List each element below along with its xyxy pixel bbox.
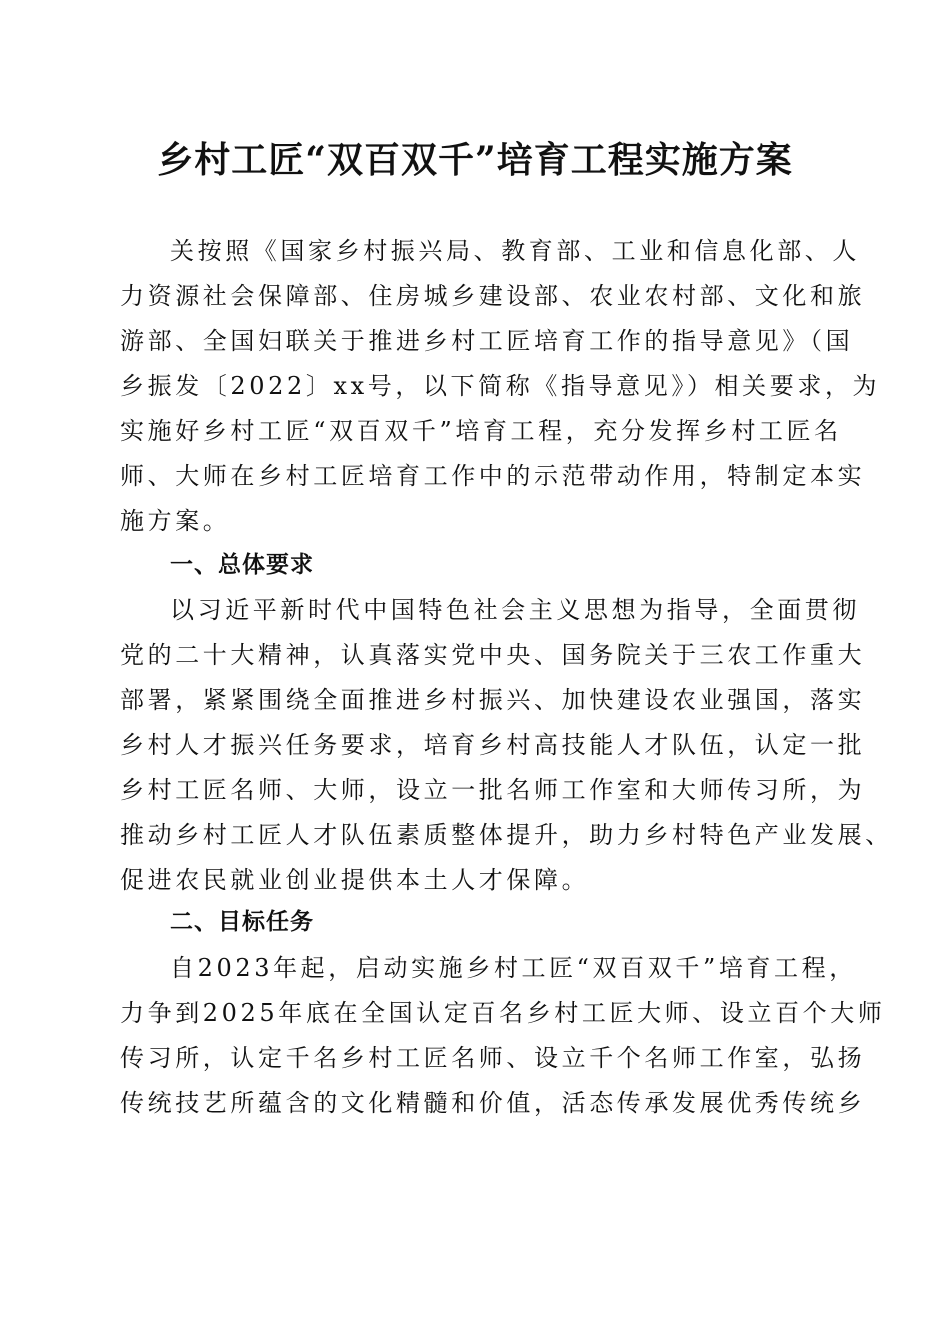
section1-line-2: 党的二十大精神，认真落实党中央、国务院关于三农工作重大: [120, 641, 866, 669]
intro-line-5: 实施好乡村工匠“双百双千”培育工程，充分发挥乡村工匠名: [120, 417, 842, 445]
intro-line-4: 乡振发〔2022〕xx号，以下简称《指导意见》）相关要求，为: [120, 372, 881, 400]
intro-line-7: 施方案。: [120, 507, 231, 535]
intro-line-6: 师、大师在乡村工匠培育工作中的示范带动作用，特制定本实: [120, 462, 866, 490]
section1-line-1: 以习近平新时代中国特色社会主义思想为指导，全面贯彻: [170, 596, 860, 624]
intro-line-3: 游部、全国妇联关于推进乡村工匠培育工作的指导意见》（国: [120, 327, 854, 355]
section1-line-5: 乡村工匠名师、大师，设立一批名师工作室和大师传习所，为: [120, 776, 866, 804]
section1-line-4: 乡村人才振兴任务要求，培育乡村高技能人才队伍，认定一批: [120, 731, 866, 759]
intro-line-1: 关按照《国家乡村振兴局、教育部、工业和信息化部、人: [170, 237, 860, 265]
section1-line-7: 促进农民就业创业提供本土人才保障。: [120, 866, 590, 894]
section1-line-6: 推动乡村工匠人才队伍素质整体提升，助力乡村特色产业发展、: [120, 821, 893, 849]
section-heading-overall-requirements: 一、总体要求: [170, 552, 314, 578]
intro-line-2: 力资源社会保障部、住房城乡建设部、农业农村部、文化和旅: [120, 282, 866, 310]
section1-line-3: 部署，紧紧围绕全面推进乡村振兴、加快建设农业强国，落实: [120, 686, 866, 714]
section2-line-3: 传习所，认定千名乡村工匠名师、设立千个名师工作室，弘扬: [120, 1044, 866, 1072]
section-heading-goals-tasks: 二、目标任务: [170, 909, 314, 935]
section2-line-2: 力争到2025年底在全国认定百名乡村工匠大师、设立百个大师: [120, 999, 886, 1027]
section2-line-4: 传统技艺所蕴含的文化精髓和价值，活态传承发展优秀传统乡: [120, 1089, 866, 1117]
document-title: 乡村工匠“双百双千”培育工程实施方案: [157, 139, 793, 181]
section2-line-1: 自2023年起，启动实施乡村工匠“双百双千”培育工程，: [170, 954, 857, 982]
